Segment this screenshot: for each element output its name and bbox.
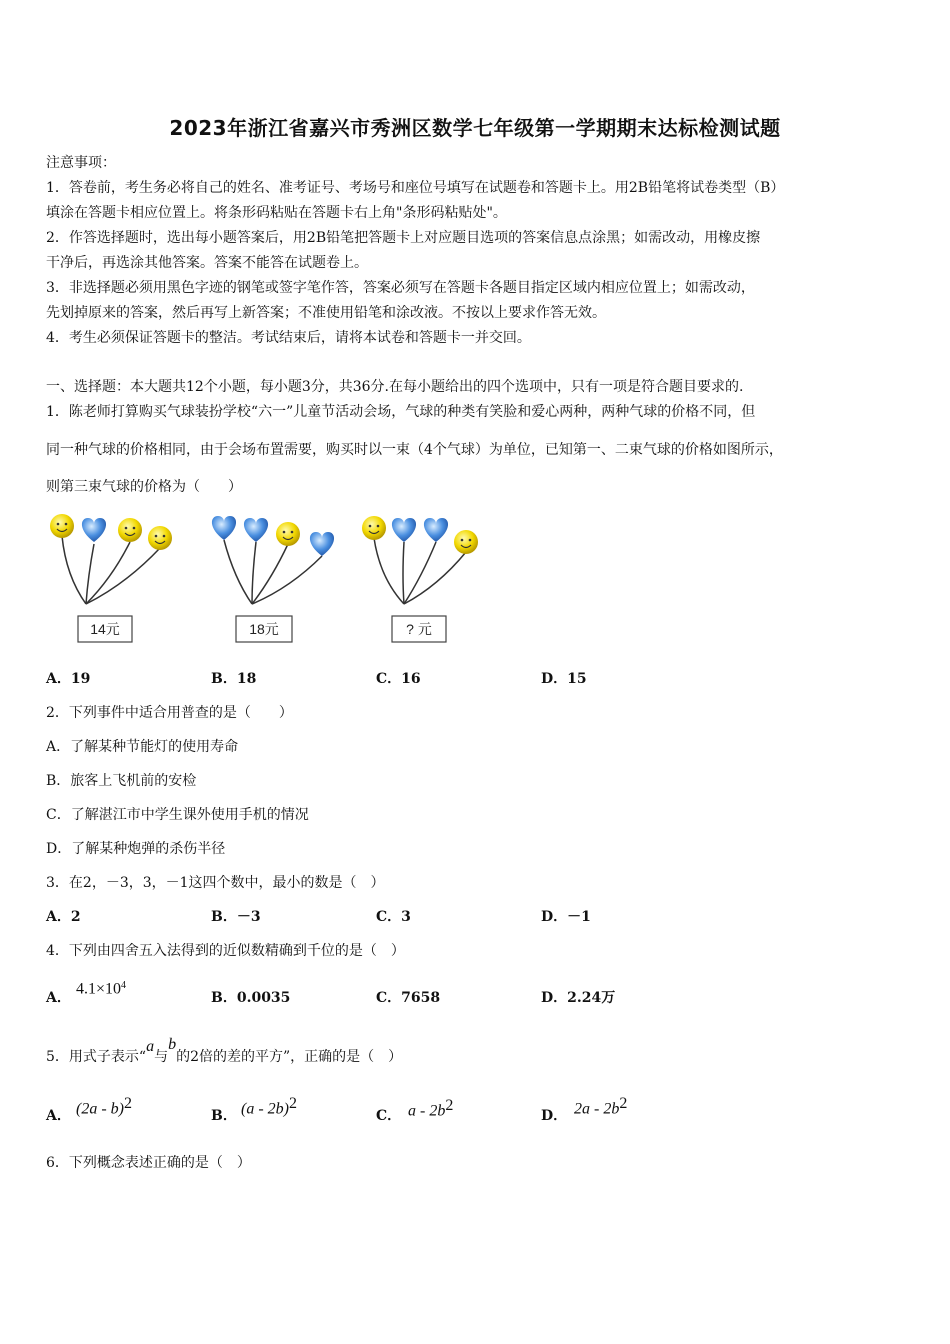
- question-2-stem: 2．下列事件中适合用普查的是（ ）: [46, 705, 293, 721]
- q4-option-b: B．0.0035: [211, 990, 291, 1006]
- balloon-bunch-3: [362, 516, 478, 642]
- question-6-stem: 6．下列概念表述正确的是（ ）: [46, 1155, 251, 1171]
- q5-option-b-exp: 2: [288, 1095, 297, 1112]
- q4-option-a-expr: [76, 976, 126, 1000]
- q2-option-c: C．了解湛江市中学生课外使用手机的情况: [46, 807, 309, 823]
- q5-option-d-label: D．: [541, 1108, 568, 1124]
- question-1-line: 则第三束气球的价格为（ ）: [46, 479, 242, 495]
- balloon-figure: [46, 506, 486, 652]
- q3-option-d: D．－1: [541, 909, 591, 925]
- notice-line: 2．作答选择题时，选出每小题答案后，用2B铅笔把答题卡上对应题目选项的答案信息点涂黑；如需改动，用橡皮擦: [46, 230, 761, 246]
- q5-option-b-label: B．: [211, 1108, 237, 1124]
- q4-option-a-base: 4.1×10: [76, 980, 122, 998]
- notice-line: 4．考生必须保证答题卡的整洁。考试结束后，请将本试卷和答题卡一并交回。: [46, 330, 531, 346]
- balloon-figure-svg: [46, 506, 486, 652]
- q4-option-c: C．7658: [376, 990, 441, 1006]
- q5-option-d-base: 2a - 2b: [574, 1100, 620, 1118]
- balloon-bunch-1: [50, 514, 172, 642]
- question-1-line: 同一种气球的价格相同，由于会场布置需要，购买时以一束（4个气球）为单位，已知第一、二束气球的价格如图所示，: [46, 442, 783, 458]
- question-4-stem: 4．下列由四舍五入法得到的近似数精确到千位的是（ ）: [46, 943, 405, 959]
- q5-option-a-base: (2a - b): [76, 1100, 124, 1118]
- q5-option-c-base: a - 2b: [408, 1102, 446, 1120]
- price-label-2: 18元: [249, 621, 279, 637]
- q1-option-c: C．16: [376, 671, 421, 687]
- section-heading: 一、选择题：本大题共12个小题，每小题3分，共36分.在每小题给出的四个选项中，只有一项是符合题目要求的.: [46, 379, 744, 395]
- q1-option-a: A．19: [46, 671, 91, 687]
- q5-stem-post: 的2倍的差的平方”，正确的是（ ）: [176, 1049, 403, 1065]
- q5-stem-mid: 与: [154, 1049, 169, 1065]
- q4-option-a-label: A．: [46, 990, 71, 1006]
- balloon-bunch-2: [212, 516, 334, 642]
- q5-option-c-exp: 2: [445, 1097, 454, 1114]
- q3-option-c: C．3: [376, 909, 411, 925]
- notice-line: 3．非选择题必须用黑色字迹的钢笔或签字笔作答，答案必须写在答题卡各题目指定区域内相应位置上；如需改动，: [46, 280, 755, 296]
- q1-option-d: D．15: [541, 671, 587, 687]
- page-title: 2023年浙江省嘉兴市秀洲区数学七年级第一学期期末达标检测试题: [169, 116, 781, 140]
- q4-option-a-exp: 4: [121, 980, 127, 991]
- notice-heading: 注意事项：: [46, 155, 116, 171]
- q5-var-a: a: [146, 1038, 155, 1055]
- question-1-line: 1．陈老师打算购买气球装扮学校“六一”儿童节活动会场，气球的种类有笑脸和爱心两种，两种气球的价格不同，但: [46, 404, 756, 420]
- q2-option-b: B．旅客上飞机前的安检: [46, 773, 197, 789]
- price-label-3: ? 元: [406, 621, 432, 637]
- q5-option-c-expr: [408, 1096, 453, 1122]
- q2-option-d: D．了解某种炮弹的杀伤半径: [46, 841, 226, 857]
- notice-line: 干净后，再选涂其他答案。答案不能答在试题卷上。: [46, 255, 368, 271]
- q5-option-c-label: C．: [376, 1108, 402, 1124]
- q5-option-a-label: A．: [46, 1108, 71, 1124]
- q4-option-d: D．2.24万: [541, 990, 616, 1006]
- q1-option-b: B．18: [211, 671, 257, 687]
- question-5-stem: [46, 1036, 403, 1067]
- q5-option-a-expr: [76, 1094, 132, 1120]
- q5-option-a-exp: 2: [123, 1095, 132, 1112]
- q3-option-a: A．2: [46, 909, 81, 925]
- q5-option-d-expr: [574, 1094, 627, 1120]
- question-3-stem: 3．在2，－3，3，－1这四个数中，最小的数是（ ）: [46, 875, 385, 891]
- q5-var-b: b: [168, 1036, 177, 1053]
- q2-option-a: A．了解某种节能灯的使用寿命: [46, 739, 239, 755]
- q5-option-d-exp: 2: [619, 1095, 628, 1112]
- q5-stem-pre: 5．用式子表示“: [46, 1049, 147, 1065]
- q3-option-b: B．－3: [211, 909, 261, 925]
- q5-option-b-base: (a - 2b): [241, 1100, 289, 1118]
- price-label-1: 14元: [90, 621, 120, 637]
- q5-option-b-expr: [241, 1094, 297, 1120]
- notice-line: 先划掉原来的答案，然后再写上新答案；不准使用铅笔和涂改液。不按以上要求作答无效。: [46, 305, 606, 321]
- notice-line: 填涂在答题卡相应位置上。将条形码粘贴在答题卡右上角"条形码粘贴处"。: [46, 205, 507, 221]
- notice-line: 1．答卷前，考生务必将自己的姓名、准考证号、考场号和座位号填写在试题卷和答题卡上。用2B铅笔将试卷类型（B）: [46, 180, 785, 196]
